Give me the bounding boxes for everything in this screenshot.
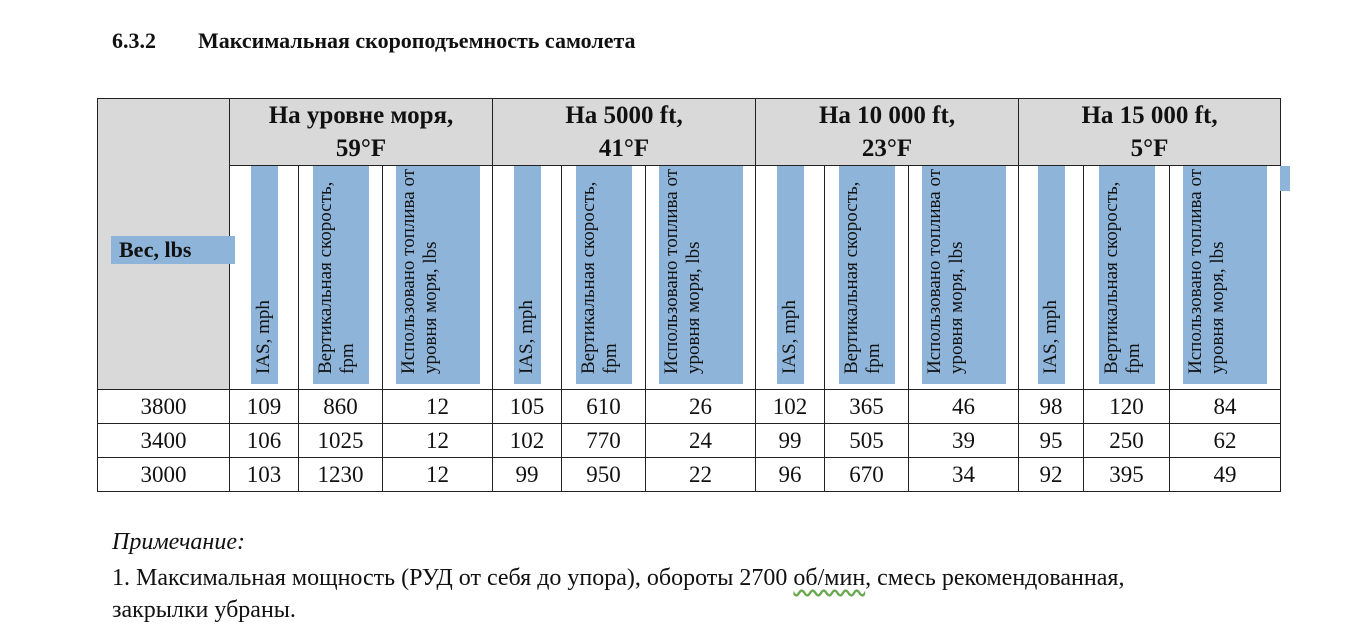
table-cell: 670	[825, 458, 909, 492]
col-vs-15000ft: Вертикальная скорость, fpm	[1084, 166, 1170, 390]
table-cell: 610	[562, 390, 646, 424]
table-cell: 365	[825, 390, 909, 424]
note-text-part: , смесь рекомендованная,	[865, 565, 1125, 591]
table-cell: 12	[383, 424, 493, 458]
note-text-part: 1. Максимальная мощность (РУД от себя до упора), обороты 2700	[112, 565, 794, 591]
col-vs-sea-level: Вертикальная скорость, fpm	[299, 166, 383, 390]
section-number: 6.3.2	[112, 28, 156, 53]
table-cell: 22	[646, 458, 756, 492]
group-header-10000ft: На 10 000 ft, 23°F	[756, 99, 1019, 166]
col-ias-5000ft: IAS, mph	[493, 166, 562, 390]
col-vs-5000ft: Вертикальная скорость, fpm	[562, 166, 646, 390]
table-cell: 24	[646, 424, 756, 458]
table-cell: 103	[230, 458, 299, 492]
table-cell: 62	[1170, 424, 1281, 458]
table-cell: 860	[299, 390, 383, 424]
table-cell: 34	[909, 458, 1019, 492]
col-fuel-10000ft: Использовано топлива от уровня моря, lbs	[909, 166, 1019, 390]
note-text	[112, 562, 1342, 626]
table-cell: 505	[825, 424, 909, 458]
table-cell: 1230	[299, 458, 383, 492]
table-cell: 950	[562, 458, 646, 492]
table-cell: 92	[1019, 458, 1084, 492]
col-ias-15000ft: IAS, mph	[1019, 166, 1084, 390]
table-cell: 99	[493, 458, 562, 492]
section-title: Максимальная скороподъемность самолета	[198, 28, 636, 53]
table-cell: 102	[756, 390, 825, 424]
climb-performance-table	[97, 98, 1281, 492]
column-header-row	[98, 166, 1281, 390]
table-cell: 12	[383, 390, 493, 424]
weight-header-cell	[98, 99, 230, 390]
col-fuel-sea-level: Использовано топлива от уровня моря, lbs	[383, 166, 493, 390]
col-fuel-5000ft: Использовано топлива от уровня моря, lbs	[646, 166, 756, 390]
col-ias-sea-level: IAS, mph	[230, 166, 299, 390]
table-cell: 102	[493, 424, 562, 458]
table-cell: 49	[1170, 458, 1281, 492]
row-weight: 3000	[98, 458, 230, 492]
group-header-sea-level: На уровне моря, 59°F	[230, 99, 493, 166]
table-cell: 99	[756, 424, 825, 458]
table-cell: 84	[1170, 390, 1281, 424]
table-cell: 770	[562, 424, 646, 458]
row-weight: 3800	[98, 390, 230, 424]
group-header-5000ft: На 5000 ft, 41°F	[493, 99, 756, 166]
col-vs-10000ft: Вертикальная скорость, fpm	[825, 166, 909, 390]
highlight-strip	[1280, 166, 1290, 191]
table-cell: 98	[1019, 390, 1084, 424]
col-ias-10000ft: IAS, mph	[756, 166, 825, 390]
note-title: Примечание:	[112, 529, 245, 555]
table-cell: 1025	[299, 424, 383, 458]
table-cell: 250	[1084, 424, 1170, 458]
section-heading	[112, 28, 636, 54]
table-cell: 106	[230, 424, 299, 458]
table-cell: 395	[1084, 458, 1170, 492]
table-cell: 26	[646, 390, 756, 424]
note-text-part: закрылки убраны.	[112, 597, 296, 623]
row-weight: 3400	[98, 424, 230, 458]
table-cell: 109	[230, 390, 299, 424]
table-cell: 95	[1019, 424, 1084, 458]
col-fuel-15000ft: Использовано топлива от уровня моря, lbs	[1170, 166, 1281, 390]
table-cell: 12	[383, 458, 493, 492]
table-row	[98, 424, 1281, 458]
table-cell: 120	[1084, 390, 1170, 424]
spellcheck-marked-word: об/мин	[793, 565, 866, 591]
table-row	[98, 390, 1281, 424]
table-cell: 46	[909, 390, 1019, 424]
table-cell: 39	[909, 424, 1019, 458]
table-cell: 96	[756, 458, 825, 492]
table-cell: 105	[493, 390, 562, 424]
weight-header: Вес, lbs	[111, 236, 235, 264]
group-header-row	[98, 99, 1281, 166]
table-row	[98, 458, 1281, 492]
group-header-15000ft: На 15 000 ft, 5°F	[1019, 99, 1281, 166]
